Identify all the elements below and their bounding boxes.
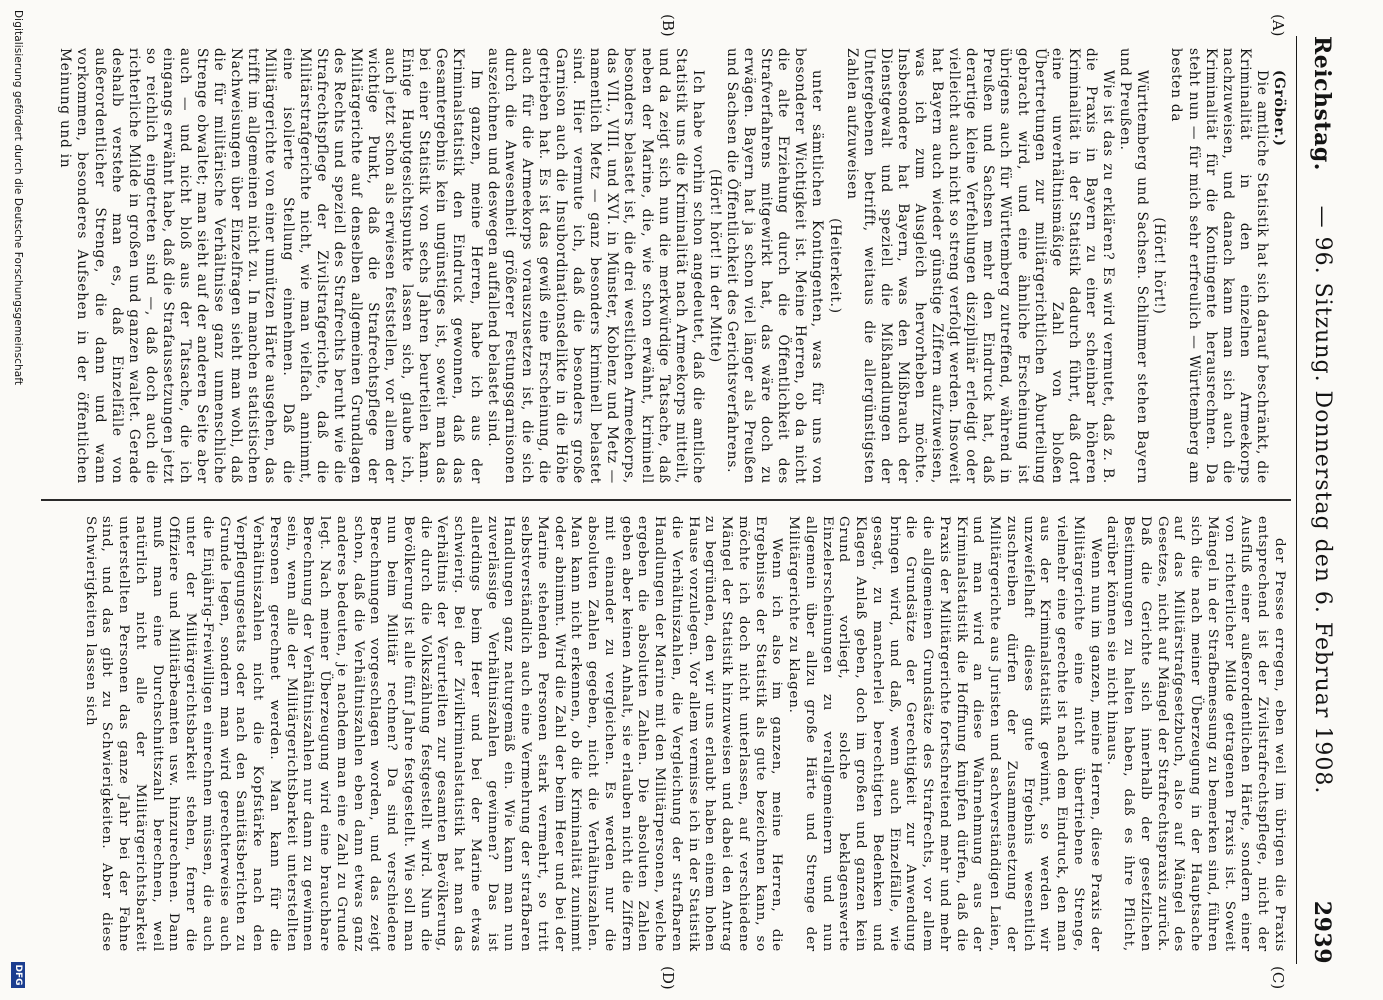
paragraph: Ich habe vorhin schon angedeutet, daß die amtliche Statistik uns die Kriminalität nach Armeekorps mitteilt, und da zeigt sich nun die merkwürdige Tatsache, daß neben der Marine, die, wie schon erwähnt, kriminell besonders belastet ist, die drei westlichen Armeekorps, das VII., VIII. und XVI. in Münster, Koblenz und Metz — namentlich Metz — ganz besonders kriminell belastet sind. Hier vermute ich, daß die besonders große Garnison auch die Insubordinationsdelikte in die Höhe getrieben hat. Es ist das gewiß eine Erscheinung, die auch für die Armeekorps vorauszusetzen ist, die sich durch die Anwesenheit größerer Festungsgarnisonen auszeichnen und deswegen auffallend belastet sind. [484,48,706,484]
page-header [1296,36,1341,964]
digitization-credit: Digitalisierung gefördert durch die Deutsche Forschungsgemeinschaft [12,10,24,386]
interjection: (Hört! hört! in der Mitte) [706,168,723,364]
header-session-date: — 96. Sitzung. Donnerstag den 6. Februar 1908. [1310,205,1335,795]
header-page-number: 2939 [1309,900,1335,964]
paragraph: Wenn ich also im ganzen, meine Herren, die Ergebnisse der Statistik als gute bezeichnen kann, so möchte ich doch nicht unterlassen, auf verschiedene Mängel der Statistik hinzuweisen und dabei den Antrag zu begründen, den wir uns erlaubt haben einem hohen Hause vorzulegen. Vor allem vermisse ich in der Statistik die Verhältniszahlen, die Vergleichung der strafbaren Handlungen der Marine mit den Militärpersonen, welche ergeben die absoluten Zahlen. Die absoluten Zahlen geben aber keinen Anhalt, sie erlauben nicht die Ziffern mit einander zu vergleichen. Es werden nur die absoluten Zahlen gegeben, nicht die Verhältniszahlen. Man kann nicht erkennen, ob die Kriminalität zunimmt oder abnimmt. Wird die Zahl der beim Heer und bei der Marine stehenden Personen stark vermehrt, so tritt selbstverständlich auch eine Vermehrung der strafbaren Handlungen ganz naturgemäß ein. Wie kann man nun zuverlässige Verhältniszahlen gewinnen? Das ist allerdings beim Heer und bei der Marine etwas schwierig. Bei der Zivilkriminalstatistik hat man das Verhältnis der Verurteilten zur gesamten Bevölkerung, die durch die Volkszählung festgestellt wird. Nun die Bevölkerung ist alle fünf Jahre festgestellt. Wie soll man nun beim Militär rechnen? Da sind verschiedene Berechnungen vorgeschlagen worden, und das zeigt schon, daß die Verhältniszahlen eben dann etwas ganz anderes bedeuten, je nachdem man eine Zahl zu Grunde legt. Nach meiner Überzeugung wird eine brauchbare Berechnung der Verhältniszahlen nur dann zu gewinnen sein, wenn alle der Militärgerichtsbarkeit unterstellten Personen gerechnet werden. Man kann für die Verhältniszahlen nicht die Kopfstärke nach den Verpflegungsetats oder nach den Sanitätsberichten zu Grunde legen, sondern man wird gerechterweise auch die Einjährig-Freiwilligen einrechnen müssen, die auch unter der Militärgerichtsbarkeit stehen, ferner die Offiziere und Militärbeamten usw. hinzurechnen. Dann muß man eine Durchschnittszahl berechnen, weil natürlich nicht alle der Militärgerichtsbarkeit unterstellten Personen das ganze Jahr bei der Fahne sind, und das gibt zu Schwierigkeiten. Aber diese Schwierigkeiten lassen sich [82,516,785,952]
paragraph: Württemberg und Sachsen. Schlimmer stehen Bayern und Preußen. [1117,48,1151,484]
margin-marker-c: (C) [1269,966,1287,990]
margin-marker-a: (A) [1269,14,1287,37]
paragraph: Wie ist das zu erklären? Es wird vermutet, daß z. B. die Praxis in Bayern zu einer scheinbar höheren Kriminalität in der Statistik dadurch führt, daß dort eine unverhältnismäßige Zahl von bloßen Übertretungen zur militärgerichtlichen Aburteilung gebracht wird, und eine ähnliche Erscheinung ist übrigens auch für Württemberg zutreffend, während in Preußen und Sachsen mehr den Eindruck hat, daß derartige kleine Verfehlungen disziplinär erledigt oder vielleicht auch nicht so streng verfolgt werden. Insoweit hat Bayern auch wieder günstige Ziffern aufzuweisen, was ich zum Ausgleich hervorheben möchte. Insbesondere hat Bayern, was den Mißbrauch der Dienstgewalt und speziell die Mißhandlungen der Untergebenen betrifft, weitaus die allergünstigsten Zahlen aufzuweisen [843,48,1117,484]
speaker-name: (Gröber.) [1271,70,1287,147]
margin-marker-d: (D) [659,966,677,990]
interjection: (Heiterkeit.) [826,218,843,314]
interjection: (Hört! hört!) [1151,217,1168,315]
paragraph: der Presse erregen, eben weil im übrigen die Praxis entsprechend ist der Zivilstrafrechtspflege, nicht der Ausfluß einer außerordentlichen Härte, sondern einer von richterlicher Milde getragenen Praxis ist. Soweit Mängel in der Strafbemessung zu bemerken sind, führen sich die nach meiner Überzeugung in der Hauptsache auf das Militärstrafgesetzbuch, also auf Mängel des Gesetzes, nicht auf Mängel der Strafrechtspraxis zurück. Daß die Gerichte sich innerhalb der gesetzlichen Bestimmungen zu halten haben, daß es ihre Pflicht, darüber können sie nicht hinaus. [1104,516,1287,952]
left-column [56,48,1287,484]
paragraph: Wenn nun im ganzen, meine Herren, diese Praxis der Militärgerichte eine nicht übertriebene Strenge, vielmehr eine gerechte ist nach dem Eindruck, den man aus der Kriminalstatistik gewinnt, so werden wir unzweifelhaft dieses gute Ergebnis wesentlich zuschreiben dürfen der Zusammensetzung der Militärgerichte aus Juristen und sachverständigen Laien, und man wird an diese Wahrnehmung aus der Kriminalstatistik die Hoffnung knüpfen dürfen, daß die Praxis der Militärgerichte fortschreitend mehr und mehr die allgemeinen Grundsätze des Strafrechts, vor allem die Grundsätze der Gerechtigkeit zur Anwendung bringen wird, und daß, wenn auch Einzelfälle, wie gesagt, zu mancherlei berechtigten Bedenken und Klagen Anlaß geben, doch im großen und ganzen kein Grund vorliegt, solche beklagenswerte Einzelerscheinungen zu verallgemeinern und nun allgemein über allzu große Härte und Strenge der Militärgerichte zu klagen. [786,516,1103,952]
right-column [81,516,1287,952]
paragraph: Im ganzen, meine Herren, habe ich aus der Kriminalstatistik den Eindruck gewonnen, daß das Gesamtergebnis kein ungünstiges ist, soweit man das bei einer Statistik von sechs Jahren beurteilen kann. Einige Hauptgesichtspunkte lassen sich, glaube ich, auch jetzt schon als erwiesen feststellen, vor allem der wichtige Punkt, daß die Strafrechtspflege der Militärgerichte auf denselben allgemeinen Grundlagen des Rechts und speziell des Strafrechts beruht wie die Strafrechtspflege der Zivilstrafgerichte, daß die Militärstrafgerichte nicht, wie man vielfach annimmt, eine isolierte Stellung einnehmen. Daß die Militärgerichte von einer unnützen Härte ausgehen, das trifft im allgemeinen nicht zu. In manchen statistischen Nachweisungen über Einzelfragen sieht man wohl, daß die für militärische Verhältnisse ganz unmenschliche Strenge obwaltet; man sieht auf der anderen Seite aber auch — und nicht bloß aus der Tatsache, die ich eingangs erwähnt habe, daß die Strafaussetzungen jetzt so reichlich eingetreten sind —, daß doch auch die richterliche Milde in großen und ganzen waltet. Gerade deshalb verstehe man es, daß Einzelfälle von außerordentlicher Strenge, die dann und wann vorkommen, besonderes Aufsehen in der öffentlichen Meinung und in [57,48,484,484]
paragraph: Die amtliche Statistik hat sich darauf beschränkt, die Kriminalität in den einzelnen Armeekorps nachzuweisen, und danach kann man sich auch die Kriminalität für die Kontingente herausrechnen. Da steht nun — für mich sehr erfreulich — Württemberg am besten da [1168,48,1270,484]
column-divider [41,499,1291,501]
paragraph: unter sämtlichen Kontingenten, was für uns von besonderer Wichtigkeit ist. Meine Herren, ob da nicht die alte Erziehung durch die Öffentlichkeit des Strafverfahrens mitgewirkt hat, das wäre doch zu erwägen. Bayern hat ja schon viel länger als Preußen und Sachsen die Öffentlichkeit des Gerichtsverfahrens. [724,48,826,484]
dfg-logo-icon: DFG [11,962,25,988]
header-publication: Reichstag. [1309,36,1335,171]
margin-marker-b: (B) [659,14,677,37]
